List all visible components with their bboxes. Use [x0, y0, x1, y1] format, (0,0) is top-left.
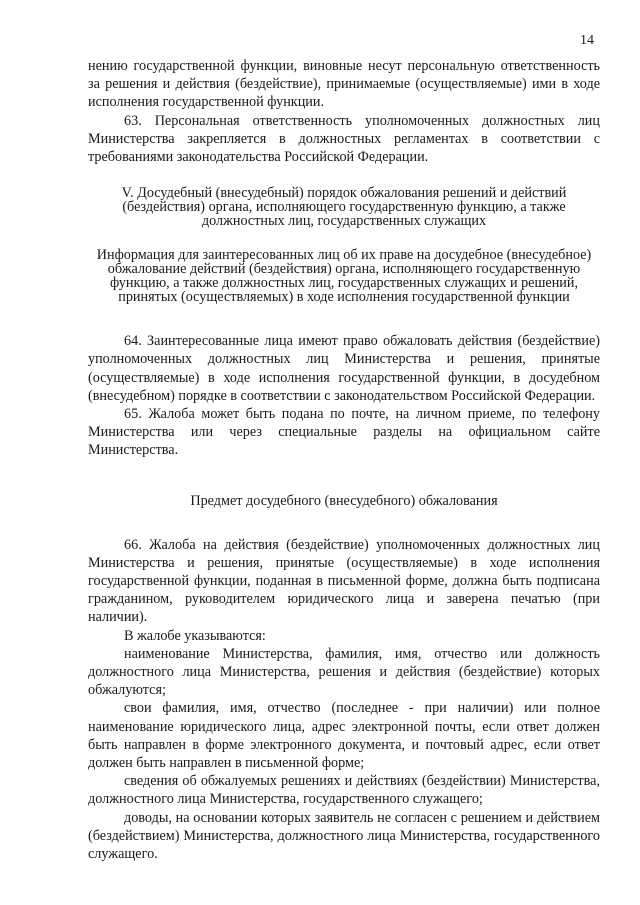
- paragraph-66: 66. Жалоба на действия (бездействие) уполномоченных должностных лиц Министерства и решения, принятые (осуществляемые) в ходе исполнения государственной функции, поданная в письменной форме, должна быть подписана гражданином, руководителем юридического лица и заверена печатью (при наличии).: [88, 536, 600, 626]
- paragraph-65: 65. Жалоба может быть подана по почте, на личном приеме, по телефону Министерства или через специальные разделы на официальном сайте Министерства.: [88, 406, 600, 459]
- page-number: 14: [580, 33, 594, 48]
- list-item: сведения об обжалуемых решениях и действиях (бездействии) Министерства, должностного лица Министерства, государственного служащего;: [88, 773, 600, 808]
- list-item: наименование Министерства, фамилия, имя, отчество или должность должностного лица Министерства, решения и действия (бездействие) которых обжалуются;: [88, 645, 600, 699]
- complaint-intro: В жалобе указываются:: [124, 627, 266, 644]
- paragraph-continuation: нению государственной функции, виновные несут персональную ответственность за решения и действия (бездействие), принимаемые (осуществляемые) ими в ходе исполнения государственной функции.: [88, 58, 600, 111]
- paragraph-63: 63. Персональная ответственность уполномоченных должностных лиц Министерства закрепляется в должностных регламентах в соответствии с требованиями законодательства Российской Федерации.: [88, 112, 600, 166]
- subject-heading: Предмет досудебного (внесудебного) обжалования: [190, 492, 498, 509]
- list-item: доводы, на основании которых заявитель не согласен с решением и действием (бездействием) Министерства, должностного лица Министерства, государственного служащего.: [88, 809, 600, 863]
- paragraph-64: 64. Заинтересованные лица имеют право обжаловать действия (бездействие) уполномоченных должностных лиц Министерства и решения, принятые (осуществляемые) в ходе исполнения государственной функции, в досудебном (внесудебном) порядке в соответствии с законодательством Российской Федерации.: [88, 333, 600, 404]
- info-heading: Информация для заинтересованных лиц об их праве на досудебное (внесудебное) обжалование действий (бездействия) органа, исполняющего государственную функцию, а также должностных лиц, государственных служащих и решений, принятых (осуществляемых) в ходе исполнения государственной функции: [96, 247, 592, 306]
- document-body: [88, 57, 600, 863]
- section-v-heading: V. Досудебный (внесудебный) порядок обжалования решений и действий (бездействия) органа, исполняющего государственную функцию, а также должностных лиц, государственных служащих: [121, 185, 567, 230]
- list-item: свои фамилия, имя, отчество (последнее - при наличии) или полное наименование юридического лица, адрес электронной почты, если ответ должен быть направлен в форме электронного документа, и почтовый адрес, если ответ должен быть направлен в письменной форме;: [88, 700, 600, 772]
